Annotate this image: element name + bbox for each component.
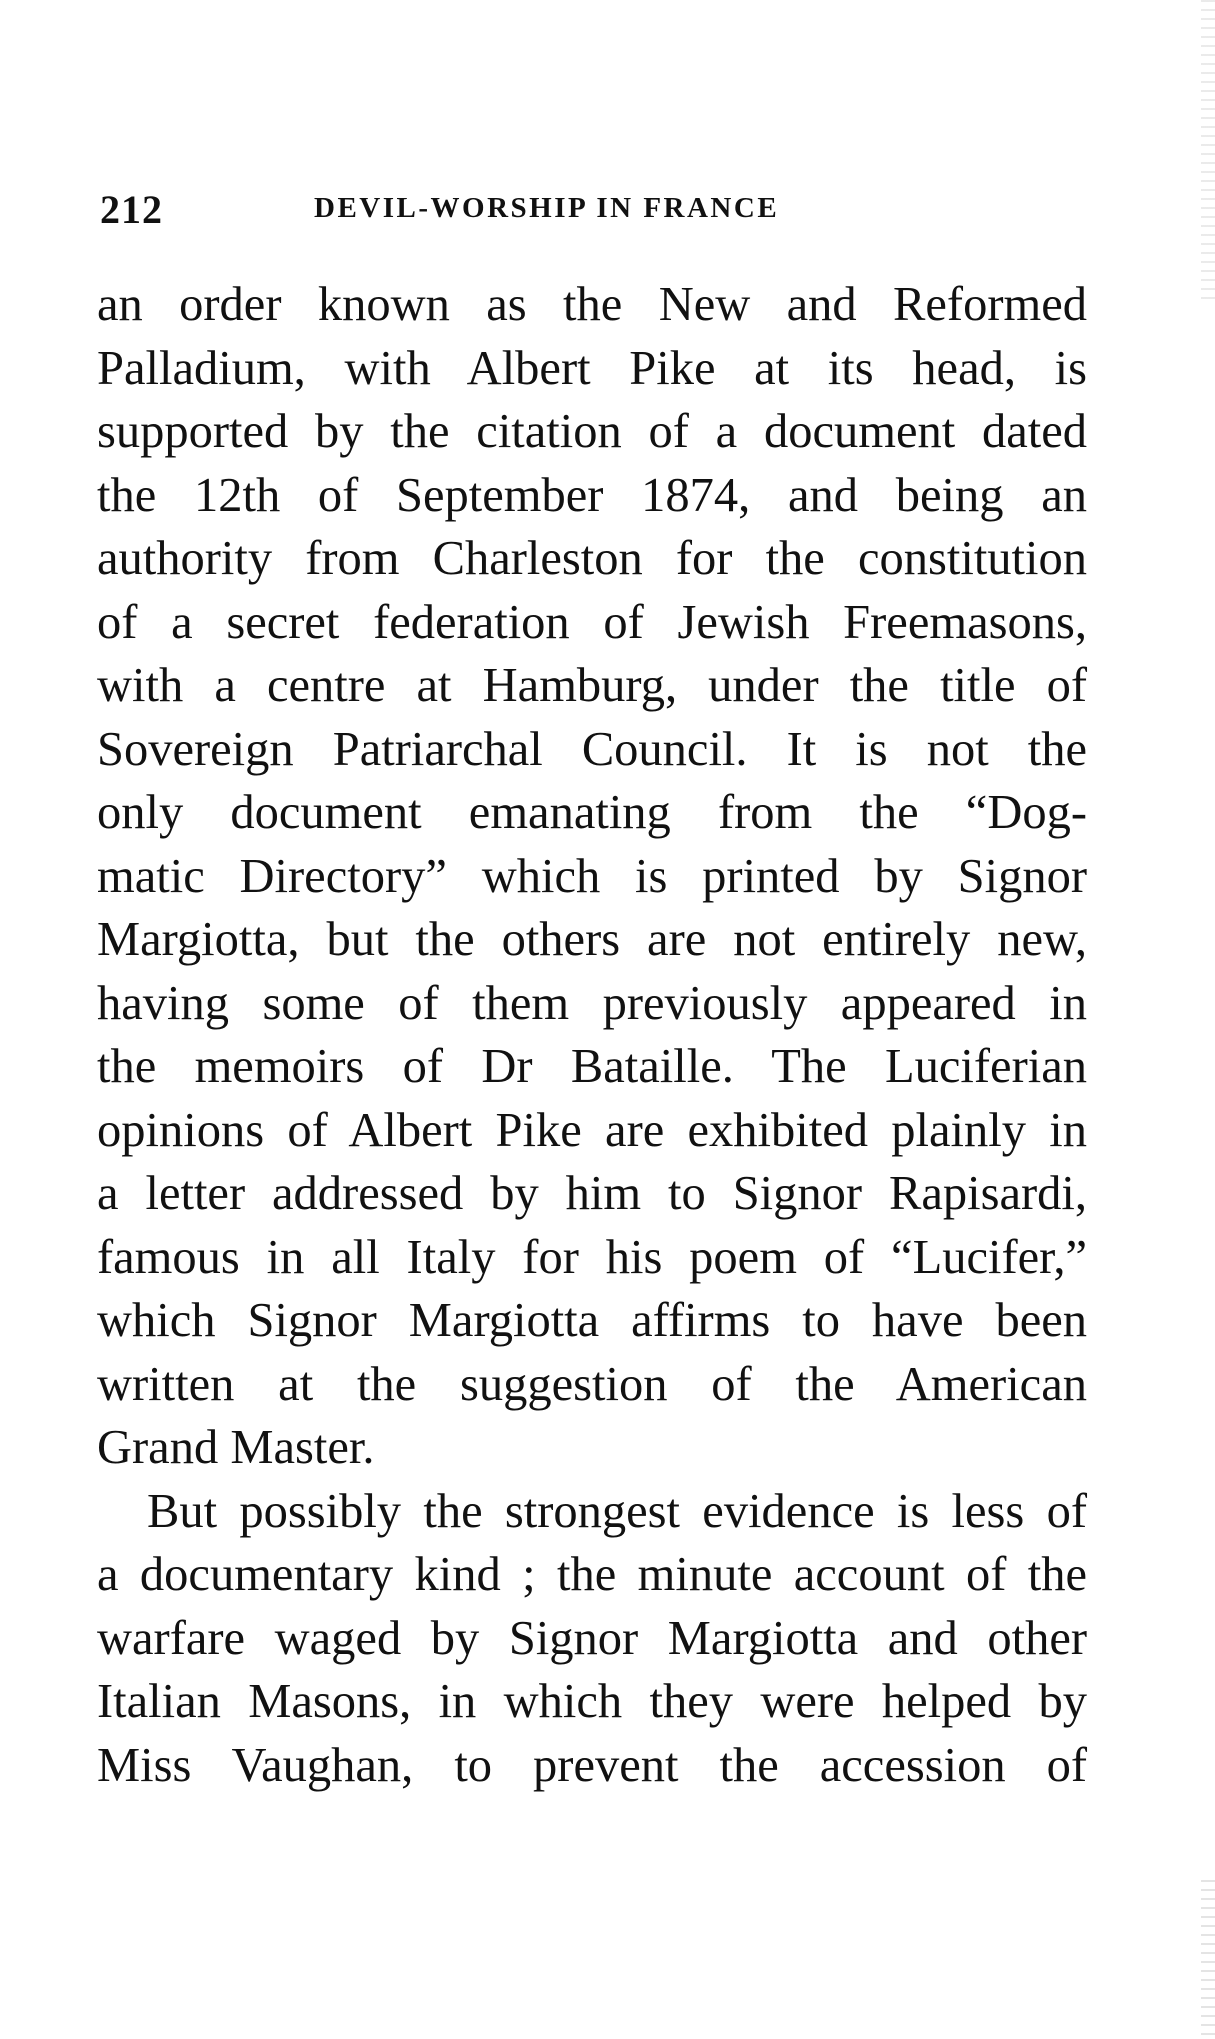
text-line: only document emanating from the “Dog- (97, 786, 1087, 839)
text-line: warfare waged by Signor Margiotta and other (97, 1611, 1087, 1665)
body-text (97, 273, 1087, 1797)
paragraph-1 (97, 273, 1087, 1480)
text-line: Grand Master. (97, 1421, 375, 1474)
page-edge-speckle-top (1201, 0, 1215, 300)
text-line: a letter addressed by him to Signor Rapisardi, (97, 1167, 1087, 1220)
text-line: the 12th of September 1874, and being an (97, 468, 1087, 522)
text-line: authority from Charleston for the constitution (97, 532, 1087, 585)
text-line: which Signor Margiotta affirms to have been (97, 1294, 1087, 1347)
text-line: Margiotta, but the others are not entirely new, (97, 913, 1087, 966)
text-line: matic Directory” which is printed by Signor (97, 849, 1087, 903)
paragraph-2 (97, 1480, 1087, 1798)
page-number: 212 (100, 187, 163, 232)
running-title: DEVIL-WORSHIP IN FRANCE (314, 192, 780, 224)
text-line: famous in all Italy for his poem of “Lucifer,” (97, 1230, 1087, 1284)
text-line: Italian Masons, in which they were helped by (97, 1675, 1087, 1728)
text-line: Palladium, with Albert Pike at its head, is (97, 341, 1087, 395)
text-line: of a secret federation of Jewish Freemasons, (97, 595, 1087, 649)
text-line: an order known as the New and Reformed (97, 278, 1087, 331)
text-line: a documentary kind ; the minute account of the (97, 1548, 1087, 1601)
text-line: with a centre at Hamburg, under the title of (97, 659, 1087, 712)
text-line: But possibly the strongest evidence is less of (147, 1484, 1087, 1538)
text-line: the memoirs of Dr Bataille. The Luciferian (97, 1040, 1087, 1093)
text-line: opinions of Albert Pike are exhibited plainly in (97, 1103, 1087, 1157)
text-line: having some of them previously appeared in (97, 976, 1087, 1030)
page-edge-speckle-bottom (1201, 1880, 1215, 2039)
page-header (100, 186, 1090, 236)
text-line: Miss Vaughan, to prevent the accession of (97, 1738, 1087, 1792)
text-line: Sovereign Patriarchal Council. It is not the (97, 722, 1087, 776)
text-line: supported by the citation of a document dated (97, 405, 1087, 458)
text-line: written at the suggestion of the American (97, 1357, 1087, 1411)
